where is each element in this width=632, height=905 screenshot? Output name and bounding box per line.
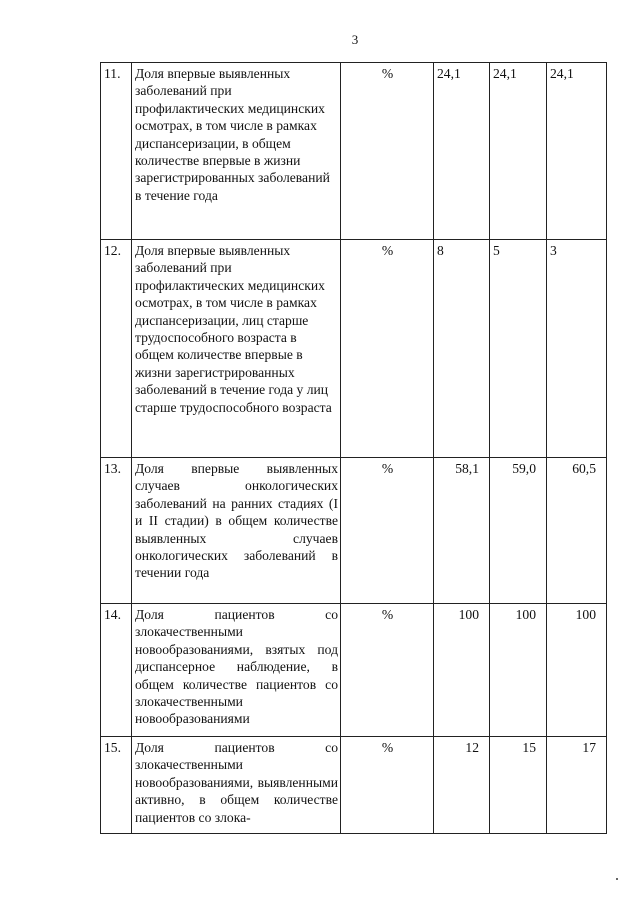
- unit-cell: %: [341, 240, 434, 458]
- row-number: 13.: [101, 458, 132, 604]
- row-number: 14.: [101, 604, 132, 737]
- table-row: [101, 458, 607, 604]
- indicator-name: Доля впервые выявленных заболеваний при профилактических медицинских осмотрах, в том числе в рамках диспансеризации, в общем количестве впервые в жизни зарегистрированных заболеваний в течение года: [132, 63, 341, 240]
- value-cell: 5: [490, 240, 547, 458]
- unit-cell: %: [341, 458, 434, 604]
- value-cell: 59,0: [490, 458, 547, 604]
- indicator-name: Доля пациентов со злокачественными новообразованиями, выявленными активно, в общем количестве пациентов со злока-: [132, 737, 341, 834]
- value-cell: 60,5: [547, 458, 607, 604]
- row-number: 12.: [101, 240, 132, 458]
- indicator-name: Доля впервые выявленных заболеваний при профилактических медицинских осмотрах, в том числе в рамках диспансеризации, лиц старше трудоспособного возраста в общем количестве впервые в жизни зарегистрированных заболеваний в течение года у лиц старше трудоспособного возраста: [132, 240, 341, 458]
- value-cell: 17: [547, 737, 607, 834]
- value-cell: 24,1: [490, 63, 547, 240]
- page-number: 3: [351, 32, 359, 47]
- indicators-table: [100, 62, 607, 834]
- row-number: 15.: [101, 737, 132, 834]
- value-cell: 15: [490, 737, 547, 834]
- table-row: [101, 240, 607, 458]
- value-cell: 58,1: [434, 458, 490, 604]
- value-cell: 100: [434, 604, 490, 737]
- row-number: 11.: [101, 63, 132, 240]
- value-cell: 24,1: [434, 63, 490, 240]
- unit-cell: %: [341, 737, 434, 834]
- value-cell: 12: [434, 737, 490, 834]
- value-cell: 100: [490, 604, 547, 737]
- table-row: [101, 604, 607, 737]
- value-cell: 100: [547, 604, 607, 737]
- value-cell: 24,1: [547, 63, 607, 240]
- table-row: [101, 63, 607, 240]
- unit-cell: %: [341, 604, 434, 737]
- scan-speck: [616, 878, 618, 880]
- value-cell: 8: [434, 240, 490, 458]
- table-row: [101, 737, 607, 834]
- indicator-name: Доля впервые выявленных случаев онкологических заболеваний на ранних стадиях (I и II стадии) в общем количестве выявленных случаев онкологических заболеваний в течении года: [132, 458, 341, 604]
- value-cell: 3: [547, 240, 607, 458]
- unit-cell: %: [341, 63, 434, 240]
- indicator-name: Доля пациентов со злокачественными новообразованиями, взятых под диспансерное наблюдение, в общем количестве пациентов со злокачественными новообразованиями: [132, 604, 341, 737]
